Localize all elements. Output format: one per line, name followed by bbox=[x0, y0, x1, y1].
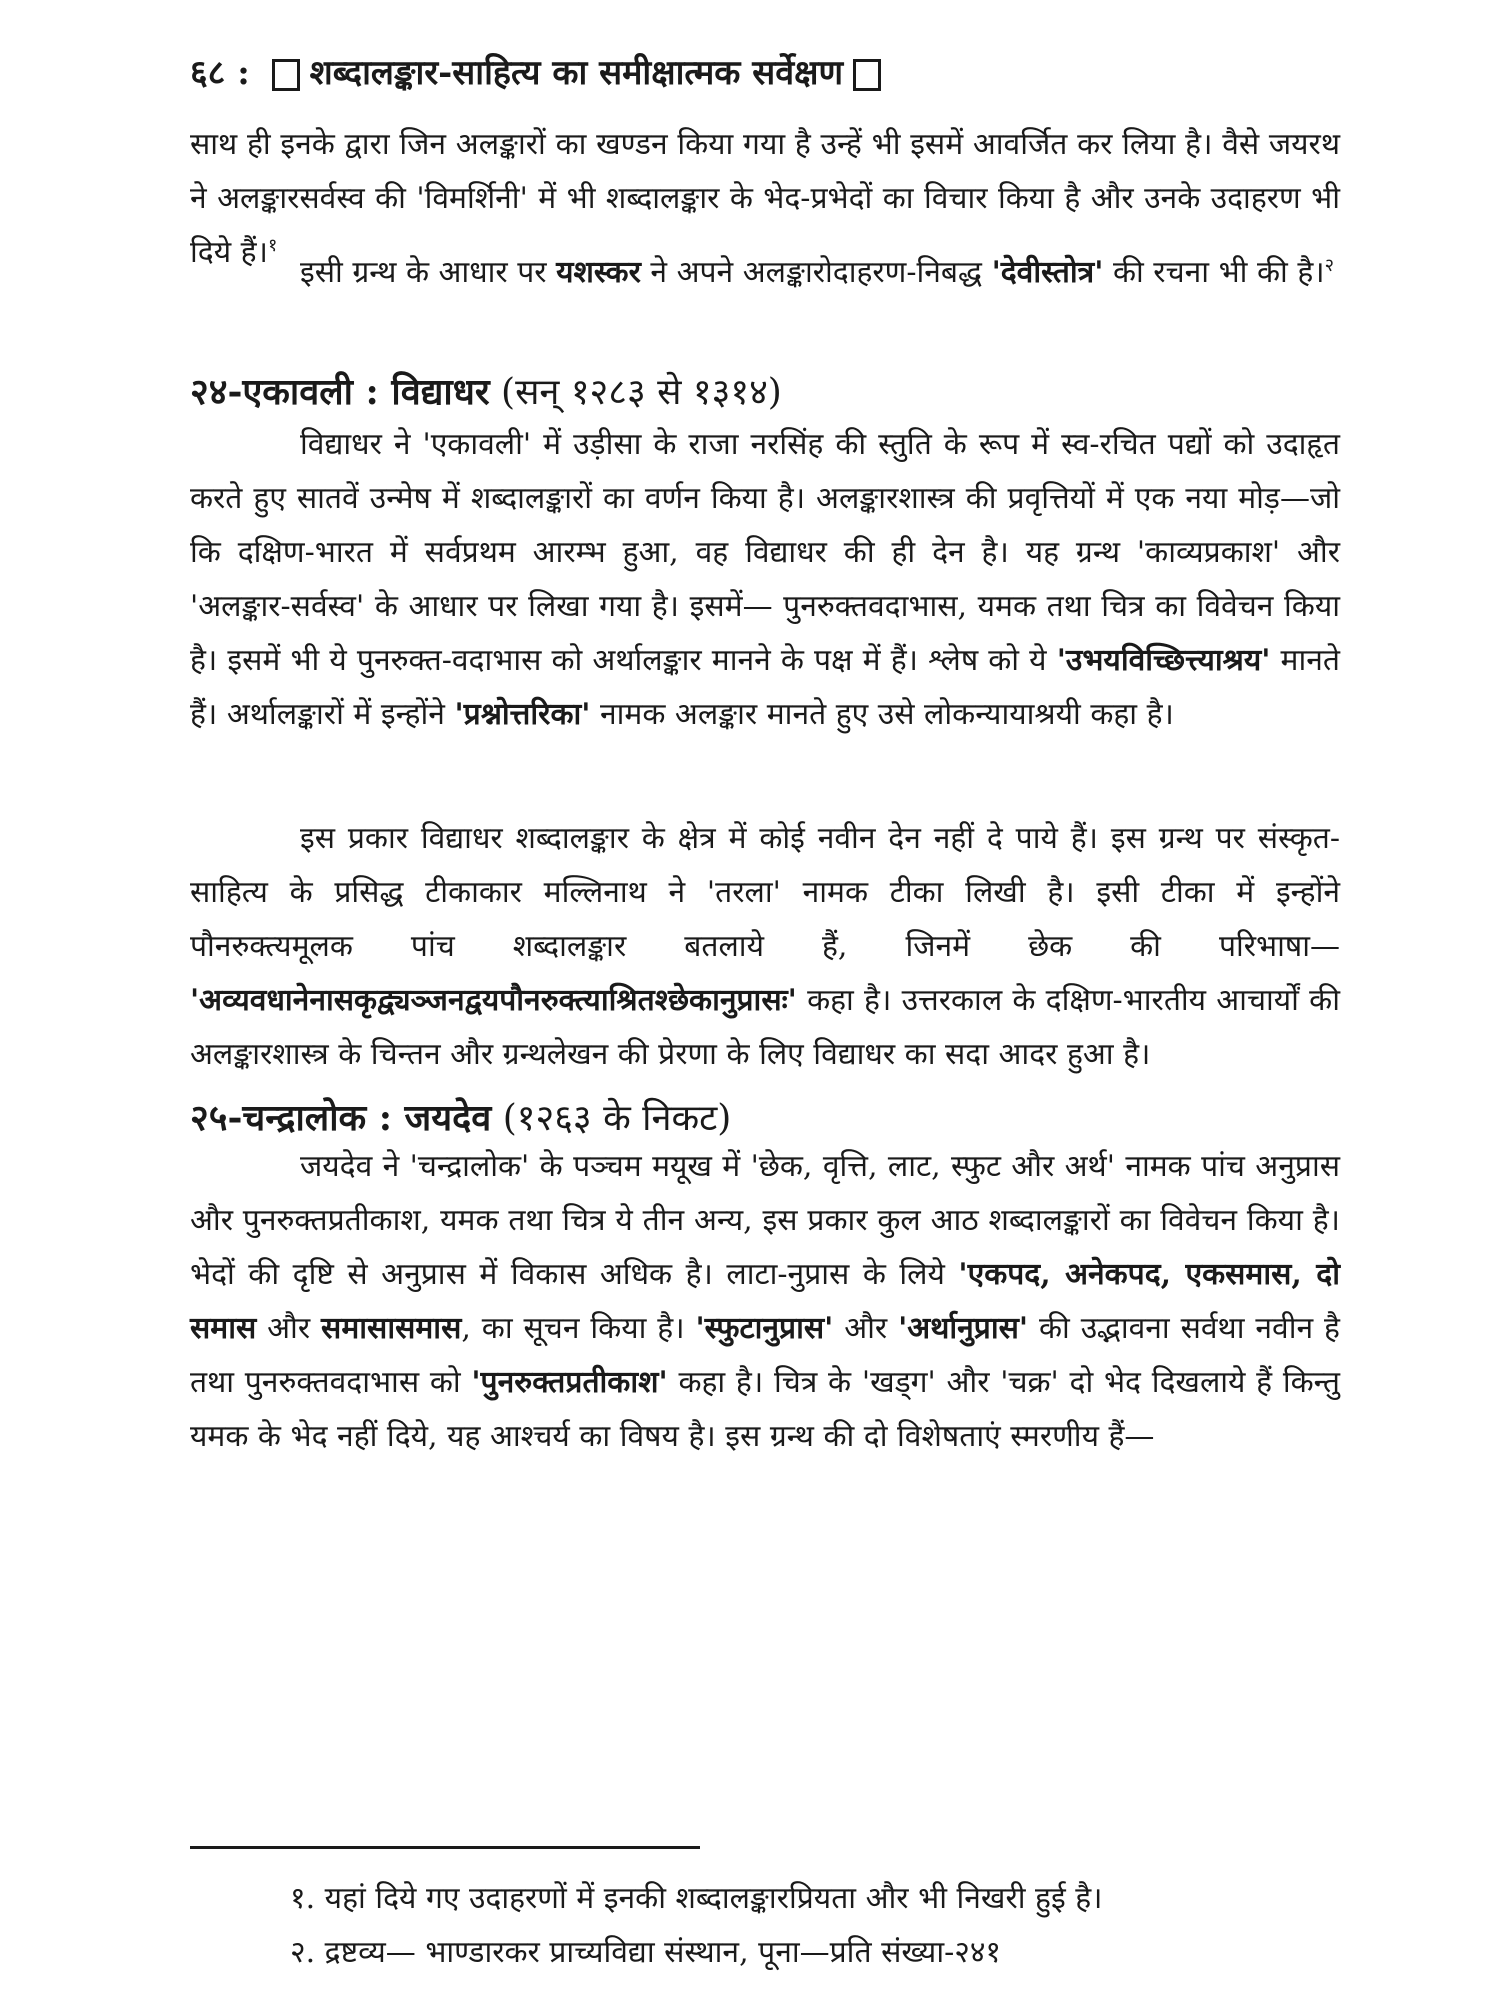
paragraph-3: विद्याधर ने 'एकावली' में उड़ीसा के राजा नरसिंह की स्तुति के रूप में स्व-रचित पद्यों को उदाहृत करते हुए सातवें उन्मेष में शब्दालङ्कारों का वर्णन किया है। अलङ्कारशास्त्र की प्रवृत्तियों में एक नया मोड़—जो कि दक्षिण-भारत में सर्वप्रथम आरम्भ हुआ, वह विद्याधर की ही देन है। यह ग्रन्थ 'काव्यप्रकाश' और 'अलङ्कार-सर्वस्व' के आधार पर लिखा गया है। इसमें— पुनरुक्तवदाभास, यमक तथा चित्र का विवेचन किया है। इसमें भी ये पुनरुक्त-वदाभास को अर्थालङ्कार मानने के पक्ष में हैं। श्लेष को ये 'उभयविच्छित्त्याश्रय' मानते हैं। अर्थालङ्कारों में इन्होंने 'प्रश्नोत्तरिका' नामक अलङ्कार मानते हुए उसे लोकन्यायाश्रयी कहा है। bbox=[190, 427, 1341, 732]
paragraph-1: साथ ही इनके द्वारा जिन अलङ्कारों का खण्डन किया गया है उन्हें भी इसमें आवर्जित कर लिया है। वैसे जयरथ ने अलङ्कारसर्वस्व की 'विमर्शिनी' में भी शब्दालङ्कार के भेद-प्रभेदों का विचार किया है और उनके उदाहरण भी दिये हैं।$^१$ bbox=[190, 127, 1340, 270]
footnote-1: १. यहां दिये गए उदाहरणों में इनकी शब्दालङ्कारप्रियता और भी निखरी हुई है। bbox=[290, 1881, 1103, 1916]
square-ornament-icon bbox=[272, 59, 300, 91]
paragraph-4: इस प्रकार विद्याधर शब्दालङ्कार के क्षेत्र में कोई नवीन देन नहीं दे पाये हैं। इस ग्रन्थ पर संस्कृत-साहित्य के प्रसिद्ध टीकाकार मल्लिनाथ ने 'तरला' नामक टीका लिखी है। इसी टीका में इन्होंने पौनरुक्त्यमूलक पांच शब्दालङ्कार बतलाये हैं, जिनमें छेक की परिभाषा— 'अव्यवधानेनासकृद्व्यञ्जनद्वयपौनरुक्त्याश्रितश्छेकानुप्रासः' कहा है। उत्तरकाल के दक्षिण-भारतीय आचार्यों की अलङ्कारशास्त्र के चिन्तन और ग्रन्थलेखन की प्रेरणा के लिए विद्याधर का सदा आदर हुआ है। bbox=[190, 821, 1340, 1072]
footnote-ref-2: २ bbox=[1324, 255, 1334, 276]
footnote-divider bbox=[190, 1846, 700, 1849]
section-heading-24: २४-एकावली : विद्याधर (सन् १२८३ से १३१४) bbox=[190, 371, 782, 413]
square-ornament-icon bbox=[853, 59, 881, 91]
running-title: शब्दालङ्कार-साहित्य का समीक्षात्मक सर्वेक्षण bbox=[309, 53, 844, 93]
running-header bbox=[190, 48, 1340, 94]
page-number: ६८ : bbox=[190, 53, 250, 93]
section-heading-25: २५-चन्द्रालोक : जयदेव (१२६३ के निकट) bbox=[190, 1097, 732, 1139]
paragraph-5: जयदेव ने 'चन्द्रालोक' के पञ्चम मयूख में 'छेक, वृत्ति, लाट, स्फुट और अर्थ' नामक पांच अनुप्रास और पुनरुक्तप्रतीकाश, यमक तथा चित्र ये तीन अन्य, इस प्रकार कुल आठ शब्दालङ्कारों का विवेचन किया है। भेदों की दृष्टि से अनुप्रास में विकास अधिक है। लाटा-नुप्रास के लिये 'एकपद, अनेकपद, एकसमास, दो समास और समासासमास, का सूचन किया है। 'स्फुटानुप्रास' और 'अर्थानुप्रास' की उद्भावना सर्वथा नवीन है तथा पुनरुक्तवदाभास को 'पुनरुक्तप्रतीकाश' कहा है। चित्र के 'खड्ग' और 'चक्र' दो भेद दिखलाये हैं किन्तु यमक के भेद नहीं दिये, यह आश्चर्य का विषय है। इस ग्रन्थ की दो विशेषताएं स्मरणीय हैं— bbox=[190, 1149, 1340, 1454]
paragraph-2: इसी ग्रन्थ के आधार पर यशस्कर ने अपने अलङ्कारोदाहरण-निबद्ध 'देवीस्तोत्र' की रचना भी की है।$^२$ bbox=[300, 255, 1334, 290]
footnote-2: २. द्रष्टव्य— भाण्डारकर प्राच्यविद्या संस्थान, पूना—प्रति संख्या-२४१ bbox=[290, 1935, 1002, 1970]
footnote-ref-1: १ bbox=[267, 235, 278, 256]
